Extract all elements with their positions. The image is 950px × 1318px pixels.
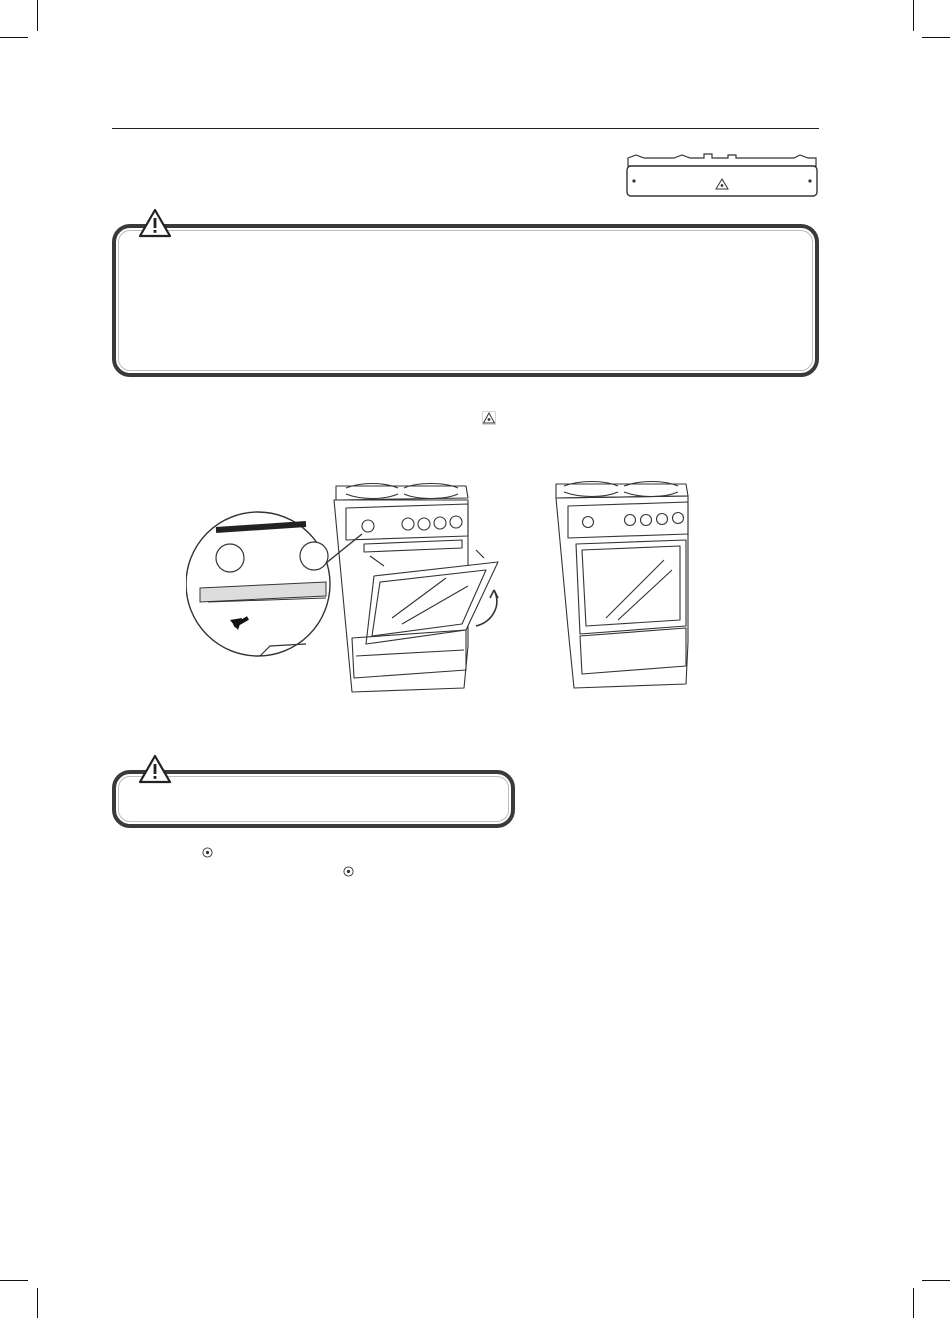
- caution-box-2: [112, 770, 515, 828]
- crop-mark-top-left-h: [0, 37, 28, 38]
- screw-hole-left: [632, 179, 635, 182]
- burner-symbol-icon: [202, 847, 213, 858]
- warning-triangle-icon: [138, 208, 172, 238]
- header-rule: [112, 128, 819, 129]
- detail-callout-circle: [186, 512, 330, 656]
- crop-mark-top-right-h: [922, 37, 950, 38]
- closed-oven-door: [576, 540, 686, 634]
- oven-body-closed: [556, 496, 688, 688]
- oven-open-figure: [186, 478, 506, 700]
- warning-triangle-icon-2: [138, 754, 172, 784]
- caution-box-1: [112, 224, 819, 377]
- crop-mark-top-right-v: [913, 0, 914, 31]
- screw-hole-right: [808, 179, 811, 182]
- burner-symbol-icon-2: [343, 866, 354, 877]
- crop-mark-bottom-right-v: [913, 1288, 914, 1318]
- crop-mark-bottom-left-h: [0, 1280, 28, 1281]
- guard-plate-illustration: [624, 152, 820, 198]
- open-oven-door: [366, 562, 498, 644]
- cooktop-grate: [336, 486, 468, 500]
- crop-mark-bottom-right-h: [922, 1280, 950, 1281]
- crop-mark-bottom-left-v: [37, 1288, 38, 1318]
- oven-closed-figure: [552, 478, 702, 694]
- crop-mark-top-left-v: [37, 0, 38, 31]
- inline-warning-symbol-icon: [482, 411, 496, 425]
